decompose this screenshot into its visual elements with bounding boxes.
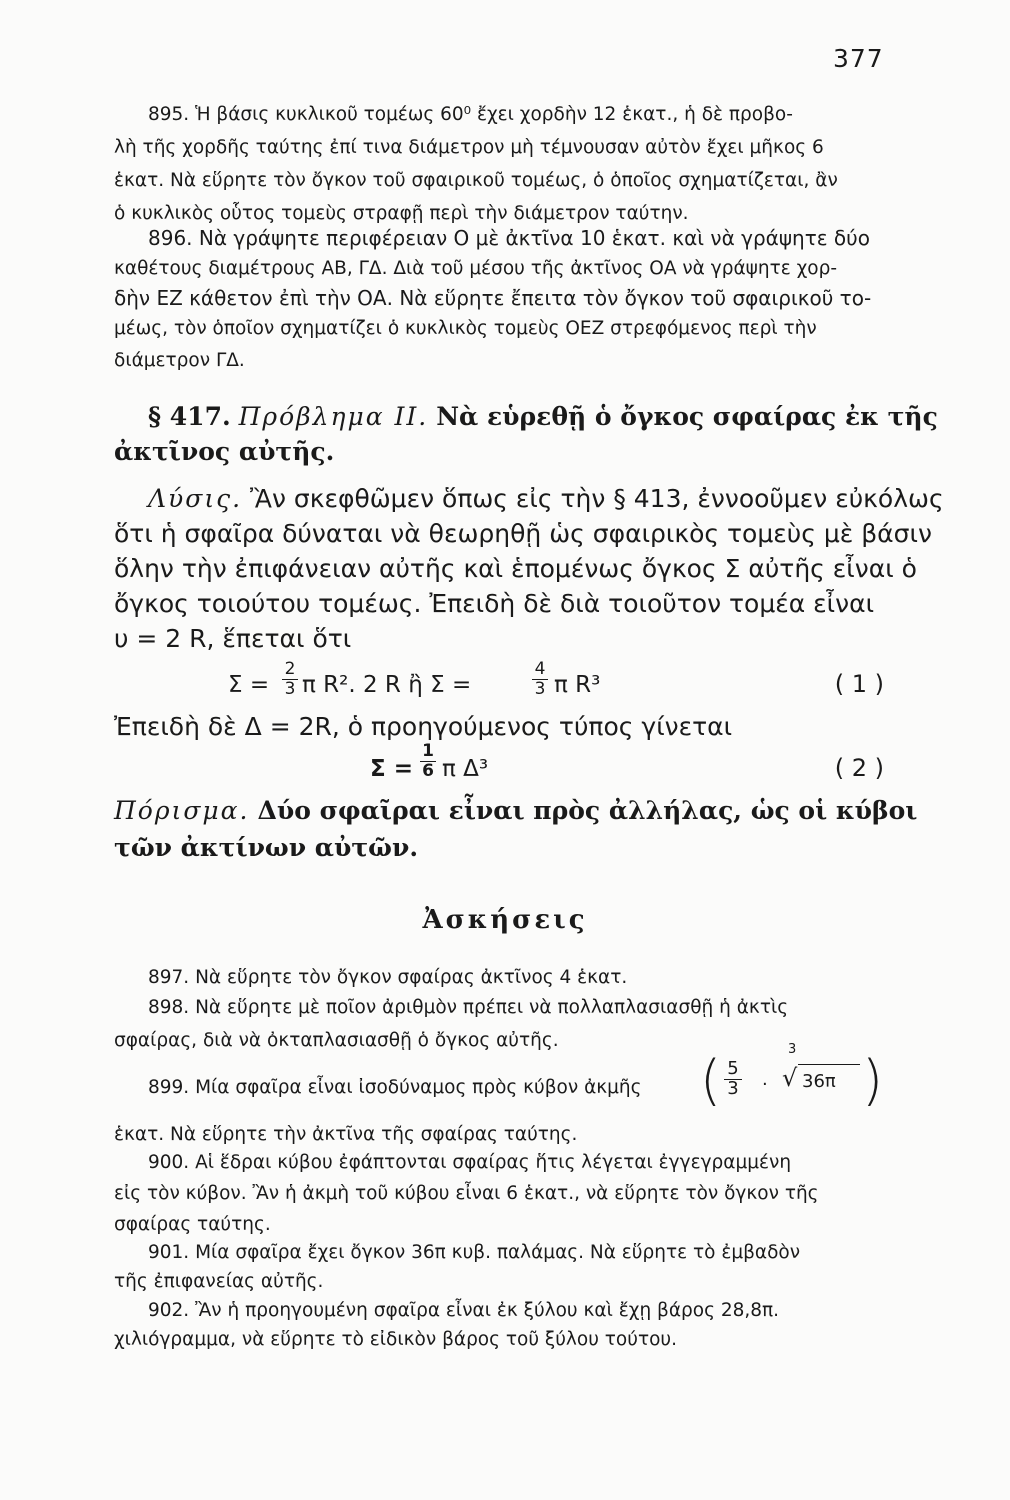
- expr-fraction: [724, 1060, 742, 1098]
- solution-line-1: [148, 484, 944, 513]
- solution-label: Λύσις.: [148, 484, 243, 513]
- expr-dot: ·: [762, 1074, 768, 1095]
- solution-text-1: Ἂν σκεφθῶμεν ὅπως εἰς τὴν § 413, ἐννοοῦμεν εὐκόλως: [242, 484, 944, 513]
- exercise-895-line-3: ἑκατ. Νὰ εὕρητε τὸν ὄγκον τοῦ σφαιρικοῦ τομέως, ὁ ὁποῖος σχηματίζεται, ἂν: [114, 170, 838, 191]
- exercise-896-line-2: καθέτους διαμέτρους ΑΒ, ΓΔ. Διὰ τοῦ μέσου τῆς ἀκτῖνος ΟΑ νὰ γράψητε χορ-: [114, 258, 838, 279]
- solution-line-4: ὄγκος τοιούτου τομέως. Ἐπειδὴ δὲ διὰ τοιοῦτον τομέα εἶναι: [114, 589, 875, 618]
- exercise-899-line-2: ἑκατ. Νὰ εὕρητε τὴν ἀκτῖνα τῆς σφαίρας ταύτης.: [114, 1124, 578, 1145]
- problem-label: Πρόβλημα ΙΙ.: [238, 402, 429, 431]
- solution-line-3: ὅλην τὴν ἐπιφάνειαν αὐτῆς καὶ ἑπομένως ὄγκος Σ αὐτῆς εἶναι ὁ: [114, 554, 917, 583]
- exercise-900-line-1: 900. Αἱ ἕδραι κύβου ἐφάπτονται σφαίρας ἥτις λέγεται ἐγγεγραμμένη: [148, 1152, 792, 1173]
- exercise-900-line-2: εἰς τὸν κύβον. Ἂν ἡ ἀκμὴ τοῦ κύβου εἶναι 6 ἑκατ., νὰ εὕρητε τὸν ὄγκον τῆς: [114, 1183, 819, 1204]
- radical-sign: √: [782, 1064, 798, 1092]
- porisma-text-2: τῶν ἀκτίνων αὐτῶν.: [114, 833, 419, 862]
- formula-1-number: ( 1 ): [834, 670, 884, 698]
- radical-bar: [798, 1064, 860, 1065]
- exercise-901-line-1: 901. Μία σφαῖρα ἔχει ὄγκον 36π κυβ. παλάμας. Νὰ εὕρητε τὸ ἐμβαδὸν: [148, 1242, 801, 1263]
- formula-1-fraction-b: [532, 660, 548, 698]
- formula-1-rhs: π R³: [554, 672, 601, 698]
- formula-1-middle: π R². 2 R ἢ Σ =: [302, 672, 472, 698]
- porisma-label: Πόρισμα.: [114, 796, 250, 825]
- open-paren: (: [700, 1049, 722, 1112]
- expr-denominator: 3: [727, 1078, 739, 1099]
- porisma-line-1: [114, 796, 918, 825]
- exercise-900-line-3: σφαίρας ταύτης.: [114, 1214, 271, 1235]
- fraction-denominator: 6: [422, 761, 434, 781]
- section-number: § 417.: [148, 402, 231, 431]
- problem-statement-1: Νὰ εὑρεθῇ ὁ ὄγκος σφαίρας ἐκ τῆς: [436, 402, 938, 431]
- root-index: 3: [788, 1042, 797, 1057]
- formula-2: [114, 742, 884, 794]
- fraction-b-denominator: 3: [534, 679, 546, 699]
- exercise-898-line-1: 898. Νὰ εὕρητε μὲ ποῖον ἀριθμὸν πρέπει νὰ πολλαπλασιασθῇ ἡ ἀκτὶς: [148, 997, 789, 1018]
- exercise-895-line-4: ὁ κυκλικὸς οὗτος τομεὺς στραφῇ περὶ τὴν διάμετρον ταύτην.: [114, 203, 689, 224]
- formula-1-lhs: Σ =: [228, 672, 270, 698]
- close-paren: ): [862, 1049, 884, 1112]
- radicand: 36π: [802, 1071, 836, 1092]
- formula-2-fraction: [420, 742, 436, 780]
- exercise-902-line-1: 902. Ἂν ἡ προηγουμένη σφαῖρα εἶναι ἐκ ξύλου καὶ ἔχῃ βάρος 28,8π.: [148, 1300, 780, 1321]
- exercise-899-line-1: 899. Μία σφαῖρα εἶναι ἰσοδύναμος πρὸς κύβον ἀκμῆς: [148, 1077, 642, 1098]
- exercise-896-line-3: δὴν ΕΖ κάθετον ἐπὶ τὴν ΟΑ. Νὰ εὕρητε ἔπειτα τὸν ὄγκον τοῦ σφαιρικοῦ το-: [114, 286, 872, 310]
- porisma-text-1: Δύο σφαῖραι εἶναι πρὸς ἀλλήλας, ὡς οἱ κύβοι: [257, 796, 918, 825]
- exercise-896-line-5: διάμετρον ΓΔ.: [114, 350, 245, 371]
- formula-2-lhs: Σ =: [370, 756, 413, 782]
- exercise-895-line-2: λὴ τῆς χορδῆς ταύτης ἐπί τινα διάμετρον μὴ τέμνουσαν αὐτὸν ἔχει μῆκος 6: [114, 137, 824, 158]
- formula-1: [114, 660, 884, 712]
- exercise-895-line-1: 895. Ἡ βάσις κυκλικοῦ τομέως 60⁰ ἔχει χορδὴν 12 ἑκατ., ἡ δὲ προβο-: [148, 104, 793, 125]
- fraction-numerator: 1: [422, 741, 434, 761]
- formula-2-number: ( 2 ): [834, 754, 884, 782]
- exercise-901-line-2: τῆς ἐπιφανείας αὐτῆς.: [114, 1271, 324, 1292]
- solution-between-line: Ἐπειδὴ δὲ Δ = 2R, ὁ προηγούμενος τύπος γίνεται: [114, 712, 733, 741]
- fraction-b-numerator: 4: [534, 659, 546, 679]
- solution-line-5: υ = 2 R, ἕπεται ὅτι: [114, 624, 352, 653]
- exercise-898-line-2: σφαίρας, διὰ νὰ ὀκταπλασιασθῇ ὁ ὄγκος αὐτῆς.: [114, 1030, 559, 1051]
- problem-statement-2: ἀκτῖνος αὐτῆς.: [114, 437, 335, 466]
- exercise-896-line-1: 896. Νὰ γράψητε περιφέρειαν Ο μὲ ἀκτῖνα 10 ἑκατ. καὶ νὰ γράψητε δύο: [148, 226, 870, 250]
- expr-numerator: 5: [727, 1058, 739, 1079]
- page-number: 377: [833, 44, 884, 73]
- fraction-a-numerator: 2: [284, 659, 296, 679]
- exercise-896-line-4: μέως, τὸν ὁποῖον σχηματίζει ὁ κυκλικὸς τομεὺς ΟΕΖ στρεφόμενος περὶ τὴν: [114, 318, 817, 339]
- formula-2-rhs: π Δ³: [442, 756, 489, 782]
- formula-1-fraction-a: [282, 660, 298, 698]
- exercise-897: 897. Νὰ εὕρητε τὸν ὄγκον σφαίρας ἀκτῖνος 4 ἑκατ.: [148, 967, 628, 988]
- exercises-heading: Ἀσκήσεις: [422, 905, 588, 935]
- exercise-902-line-2: χιλιόγραμμα, νὰ εὕρητε τὸ εἰδικὸν βάρος τοῦ ξύλου τούτου.: [114, 1329, 677, 1350]
- fraction-a-denominator: 3: [284, 679, 296, 699]
- problem-heading: [148, 402, 938, 431]
- solution-line-2: ὅτι ἡ σφαῖρα δύναται νὰ θεωρηθῇ ὡς σφαιρικὸς τομεὺς μὲ βάσιν: [114, 519, 932, 548]
